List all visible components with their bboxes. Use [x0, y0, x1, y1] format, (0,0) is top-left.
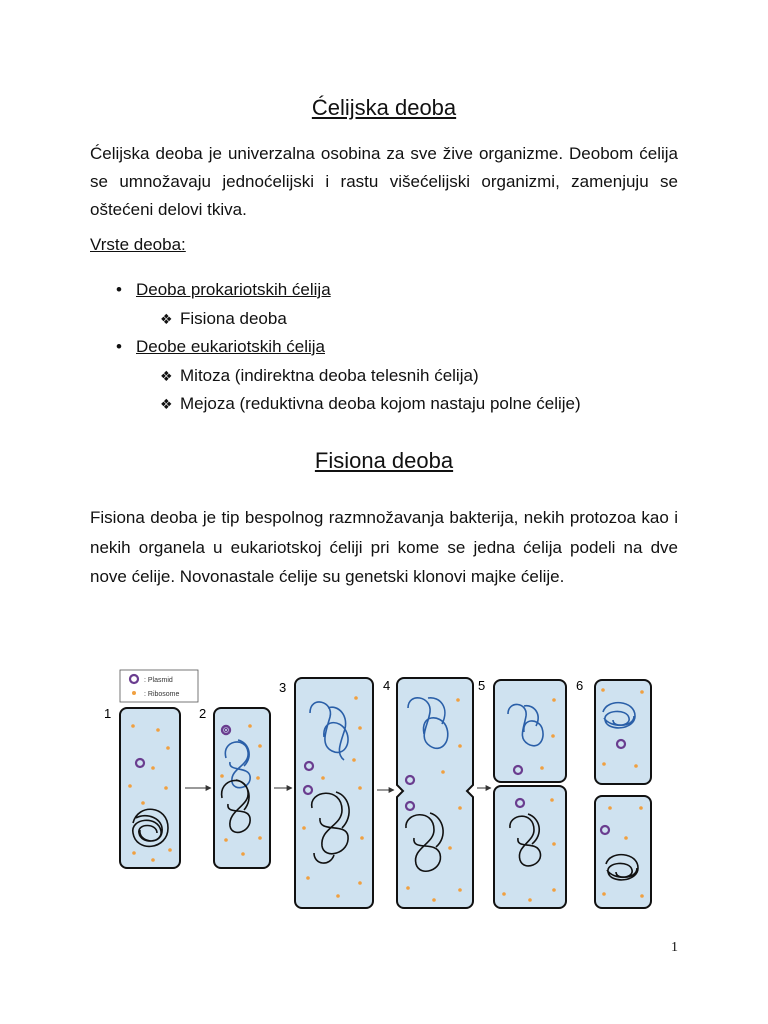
- ribosome-legend-icon: [132, 691, 136, 695]
- list-subitem: ❖ Mejoza (reduktivna deoba kojom nastaju polne ćelije): [90, 390, 581, 419]
- types-heading: Vrste deoba:: [90, 235, 186, 254]
- step-label: 4: [383, 678, 391, 693]
- list-subitem: ❖ Fisiona deoba: [90, 305, 581, 334]
- legend-ribosome: : Ribosome: [144, 691, 180, 698]
- cell-stage-1: [120, 708, 180, 868]
- binary-fission-diagram: [98, 668, 668, 918]
- section-paragraph: Fisiona deoba je tip bespolnog razmnožavanja bakterija, nekih protozoa kao i nekih organela u eukariotskoj ćeliji pri kome se jedna ćelija podeli na dve nove ćelije. Novonastale ćelije su genetski klonovi majke ćelije.: [90, 508, 678, 586]
- diamond-bullet-icon: ❖: [160, 396, 173, 412]
- page-title: Ćelijska deoba: [311, 95, 457, 120]
- list-subitem: ❖ Mitoza (indirektna deoba telesnih ćelija): [90, 362, 581, 391]
- step-label: 2: [199, 706, 207, 721]
- list-item: • Deobe eukariotskih ćelija: [90, 333, 581, 362]
- legend-plasmid: : Plasmid: [144, 677, 173, 684]
- step-label: 6: [576, 678, 584, 693]
- cell-stage-2: [214, 708, 270, 868]
- bullet-icon: •: [116, 280, 122, 299]
- cell-stage-5: [494, 680, 566, 908]
- intro-paragraph: Ćelijska deoba je univerzalna osobina za sve žive organizme. Deobom ćelija se umnožavaju jednoćelijski i rastu višećelijski organizmi, zamenjuju se oštećeni delovi tkiva.: [90, 144, 678, 219]
- cell-stage-3: [295, 678, 373, 908]
- legend: [120, 670, 198, 702]
- list-item: • Deoba prokariotskih ćelija: [90, 276, 581, 305]
- division-types-list: [90, 276, 581, 419]
- step-label: 5: [478, 678, 486, 693]
- page-number: 1: [671, 940, 678, 955]
- diamond-bullet-icon: ❖: [160, 367, 173, 384]
- section-title: Fisiona deoba: [314, 448, 454, 473]
- diamond-bullet-icon: ❖: [160, 310, 173, 327]
- cell-stage-4: [397, 678, 473, 908]
- bullet-icon: •: [116, 337, 122, 356]
- step-label: 3: [279, 680, 287, 695]
- step-label: 1: [104, 706, 112, 721]
- cell-stage-6: [595, 680, 651, 908]
